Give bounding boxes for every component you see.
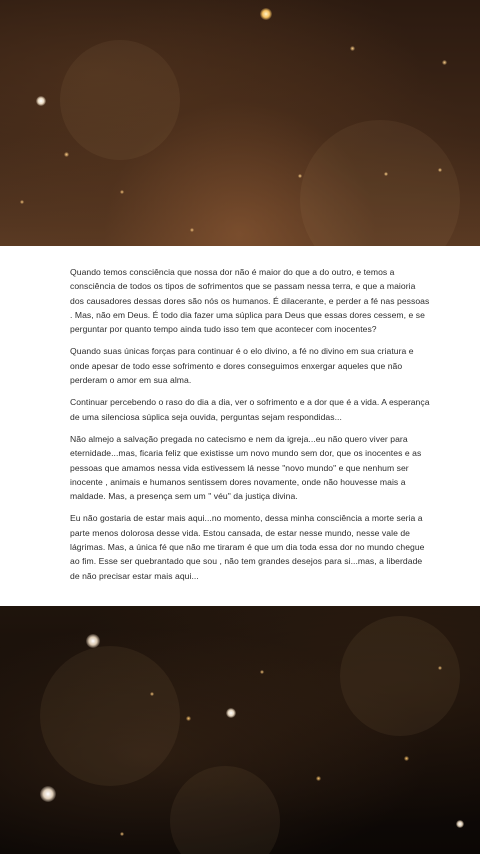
- paragraph: Não almejo a salvação pregada no catecismo e nem da igreja...eu não quero viver para eternidade...mas, ficaria feliz que existisse um novo mundo sem dor, que os inocentes e as pessoas que amamos nessa vida estivessem lá nesse "novo mundo" e que nenhum ser inocente , animais e humanos sentissem dores novamente, onde não houvesse mais a maldade. Mas, a presença sem um " véu" da justiça divina.: [70, 433, 422, 502]
- bokeh-background-bottom: [0, 606, 480, 854]
- sparkle: [20, 200, 24, 204]
- sparkle: [260, 670, 264, 674]
- bokeh-background-top: [0, 0, 480, 246]
- sparkle: [316, 776, 321, 781]
- sparkle: [186, 716, 191, 721]
- sparkle: [350, 46, 355, 51]
- paragraph: Continuar percebendo o raso do dia a dia, ver o sofrimento e a dor que é a vida. A esperança de uma silenciosa súplica seja ouvida, perguntas sejam respondidas...: [70, 397, 430, 422]
- sparkle: [150, 692, 154, 696]
- sparkle: [438, 168, 442, 172]
- sparkle: [442, 60, 447, 65]
- bokeh-blur: [40, 646, 180, 786]
- sparkle: [190, 228, 194, 232]
- sparkle: [456, 820, 464, 828]
- bokeh-blur: [170, 766, 280, 854]
- sparkle: [120, 832, 124, 836]
- sparkle: [384, 172, 388, 176]
- sparkle: [36, 96, 46, 106]
- sparkle: [260, 8, 272, 20]
- paragraph: Quando suas únicas forças para continuar é o elo divino, a fé no divino em sua criatura e onde apesar de todo esse sofrimento e dores conseguimos enxergar aqueles que não perderam o amor em sua alma.: [70, 346, 414, 386]
- bokeh-blur: [340, 616, 460, 736]
- bokeh-blur: [60, 40, 180, 160]
- sparkle: [120, 190, 124, 194]
- sparkle: [226, 708, 236, 718]
- bokeh-blur: [300, 120, 460, 246]
- sparkle: [64, 152, 69, 157]
- text-card: [0, 246, 480, 606]
- sparkle: [86, 634, 100, 648]
- sparkle: [438, 666, 442, 670]
- sparkle: [404, 756, 409, 761]
- paragraph: Eu não gostaria de estar mais aqui...no momento, dessa minha consciência a morte seria a parte menos dolorosa desse vida. Estou cansada, de estar nesse mundo, nesse vale de lágrimas. Mas, a única fé que não me tiraram é que um dia toda essa dor no mundo chegue ao fim. Esse ser quebrantado que sou , não tem grandes desejos para si...mas, a liberdade de não precisar estar mais aqui...: [70, 513, 425, 581]
- sparkle: [298, 174, 302, 178]
- paragraph: Quando temos consciência que nossa dor não é maior do que a do outro, e temos a consciência de todos os tipos de sofrimentos que se passam nessa terra, e que a maioria dos causadores dessas dores são nós os humanos. É dilacerante, e perder a fé nas pessoas . Mas, não em Deus. É todo dia fazer uma súplica para Deus que essas dores cessem, e se perguntar por quanto tempo ainda tudo isso tem que acontecer com inocentes?: [70, 267, 430, 335]
- sparkle: [40, 786, 56, 802]
